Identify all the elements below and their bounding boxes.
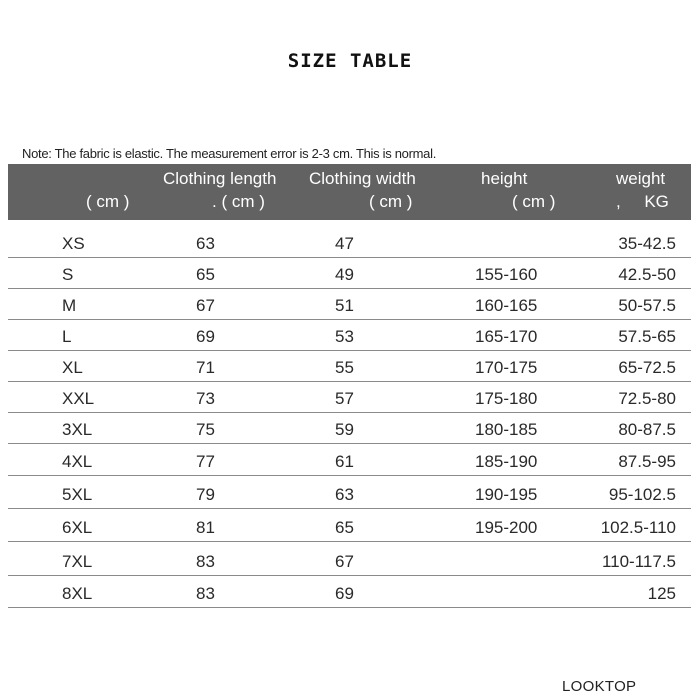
weight-cell: 72.5-80	[618, 389, 676, 408]
size-cell: L	[62, 327, 72, 346]
height-cell: 155-160	[475, 265, 538, 284]
width-cell: 61	[335, 452, 354, 471]
height-cell: 175-180	[475, 389, 538, 408]
row-divider	[8, 575, 691, 576]
weight-cell: 57.5-65	[618, 327, 676, 346]
weight-cell: 50-57.5	[618, 296, 676, 315]
width-cell: 49	[335, 265, 354, 284]
height-unit-label: ( cm )	[512, 192, 556, 211]
height-cell: 170-175	[475, 358, 538, 377]
width-cell: 47	[335, 234, 354, 253]
length-cell: 75	[196, 420, 215, 439]
size-cell: XXL	[62, 389, 95, 408]
row-divider	[8, 541, 691, 542]
table-row	[0, 259, 700, 289]
table-row	[0, 414, 700, 444]
height-header: height	[481, 169, 528, 188]
row-divider	[8, 443, 691, 444]
length-cell: 77	[196, 452, 215, 471]
weight-cell: 87.5-95	[618, 452, 676, 471]
width-cell: 51	[335, 296, 354, 315]
length-cell: 69	[196, 327, 215, 346]
width-cell: 63	[335, 485, 354, 504]
size-unit-label: ( cm )	[86, 192, 130, 211]
width-cell: 59	[335, 420, 354, 439]
size-cell: 6XL	[62, 518, 93, 537]
width-cell: 55	[335, 358, 354, 377]
table-row	[0, 290, 700, 320]
row-divider	[8, 475, 691, 476]
table-row	[0, 512, 700, 542]
height-cell: 180-185	[475, 420, 538, 439]
size-cell: XS	[62, 234, 85, 253]
size-cell: S	[62, 265, 74, 284]
table-row	[0, 228, 700, 258]
width-cell: 69	[335, 584, 354, 603]
width-cell: 67	[335, 552, 354, 571]
weight-cell: 110-117.5	[601, 552, 676, 571]
length-cell: 83	[196, 584, 215, 603]
row-divider	[8, 350, 691, 351]
row-divider	[8, 257, 691, 258]
table-row	[0, 321, 700, 351]
weight-cell: 65-72.5	[618, 358, 676, 377]
length-cell: 65	[196, 265, 215, 284]
size-cell: 8XL	[62, 584, 93, 603]
weight-cell: 95-102.5	[608, 485, 676, 504]
row-divider	[8, 288, 691, 289]
weight-cell: 35-42.5	[618, 234, 676, 253]
table-row	[0, 479, 700, 509]
table-row	[0, 546, 700, 576]
length-cell: 81	[196, 518, 215, 537]
length-cell: 71	[196, 358, 215, 377]
width-cell: 65	[335, 518, 354, 537]
row-divider	[8, 607, 691, 608]
row-divider	[8, 412, 691, 413]
height-cell: 185-190	[475, 452, 538, 471]
size-cell: 7XL	[62, 552, 93, 571]
length-cell: 67	[196, 296, 215, 315]
row-divider	[8, 508, 691, 509]
page-title: SIZE TABLE	[287, 50, 413, 72]
weight-cell: 102.5-110	[600, 518, 676, 537]
size-cell: XL	[62, 358, 83, 377]
width-cell: 57	[335, 389, 354, 408]
weight-header: weight	[616, 169, 666, 188]
size-cell: 5XL	[62, 485, 93, 504]
height-cell: 160-165	[475, 296, 538, 315]
height-cell: 190-195	[475, 485, 538, 504]
height-cell: 195-200	[475, 518, 538, 537]
size-cell: 4XL	[62, 452, 93, 471]
length-cell: 79	[196, 485, 215, 504]
row-divider	[8, 381, 691, 382]
table-row	[0, 352, 700, 382]
weight-unit-label: , KG	[616, 192, 669, 211]
weight-cell: 42.5-50	[618, 265, 676, 284]
length-cell: 63	[196, 234, 215, 253]
row-divider	[8, 319, 691, 320]
weight-cell: 80-87.5	[618, 420, 676, 439]
table-header	[8, 164, 691, 220]
size-cell: M	[62, 296, 77, 315]
width-unit-label: ( cm )	[369, 192, 413, 211]
brand-name: LOOKTOP	[562, 678, 637, 695]
width-cell: 53	[335, 327, 354, 346]
weight-cell: 125	[647, 584, 676, 603]
table-row	[0, 383, 700, 413]
height-cell: 165-170	[475, 327, 538, 346]
length-cell: 73	[196, 389, 215, 408]
length-unit-label: . ( cm )	[212, 192, 265, 211]
length-cell: 83	[196, 552, 215, 571]
table-row	[0, 446, 700, 476]
table-row	[0, 578, 700, 608]
length-header: Clothing length	[163, 169, 277, 188]
size-cell: 3XL	[62, 420, 93, 439]
width-header: Clothing width	[309, 169, 416, 188]
measurement-note: Note: The fabric is elastic. The measurement error is 2-3 cm. This is normal.	[22, 146, 437, 161]
